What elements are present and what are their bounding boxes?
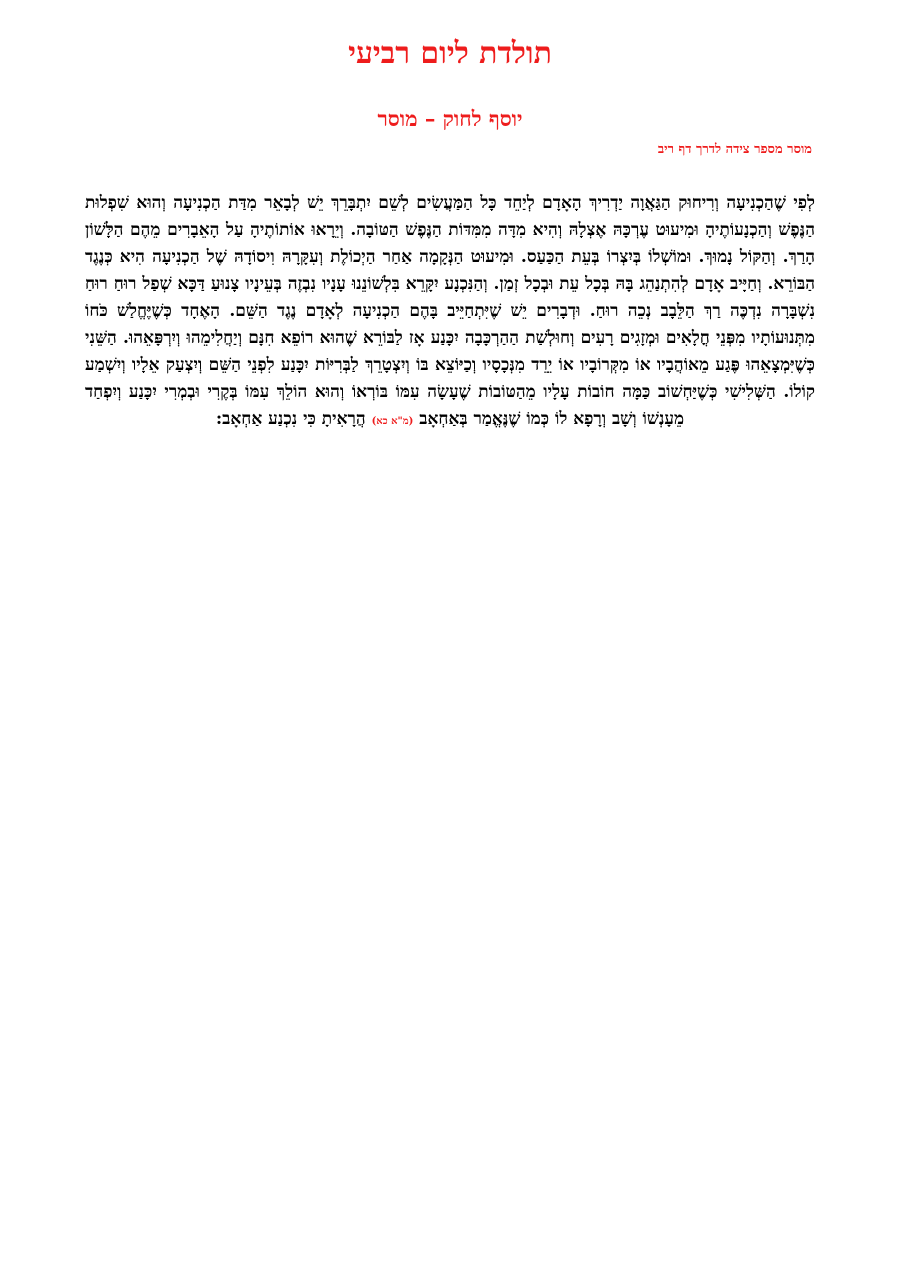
- body-paragraph: [85, 190, 815, 435]
- body-text-main: לְפִי שֶׁהַכְנִיעָה וְרִיחוּק הַגַּאֲוָה יַדְרִיךְ הָאָדָם לְיַחֵד כָּל הַמַּעֲשִׂים לְשֵׁם יִתְבָּרֵךְ יֵשׁ לְבָאֵר מִדַּת הַכְנִיעָה וְהוּא שִׁפְלוּת הַנֶּפֶשׁ וְהַכְנָעוֹתֶיהָ וּמִיעוּט עֶרְכָּהּ אֶצְלָהּ וְהִיא מִדָּה מִמִּדּוֹת הַנֶּפֶשׁ הַטּוֹבָה. וְיֵרָאוּ אוֹתוֹתֶיהָ עַל הָאֵבָרִים מֵהֶם הַלָּשׁוֹן הָרַךְ. וְהַקּוֹל נָמוּךְ. וּמוֹשְׁלוֹ בְּיִצְרוֹ בְּעֵת הַכַּעַס. וּמִיעוּט הַנְּקָמָה אַחַר הַיְכוֹלֶת וְעִקָּרָהּ וִיסוֹדָהּ שֶׁל הַכְנִיעָה הִיא כְּנֶגֶד הַבּוֹרֵא. וְחַיָּיב אָדָם לְהִתְנַהֵג בָּהּ בְּכָל עֵת וּבְכָל זְמַן. וְהַנִּכְנָע יִקָּרֵא בִּלְשׁוֹנֵנוּ עָנָיו נִבְזֶה בְּעֵינָיו צָנוּעַ דַּכָּא שְׁפַל רוּחַ רוּחַ נִשְׁבָּרָה נִדְכֶּה רַךְ הַלֵּבָב נְכֵה רוּחַ. וּדְבָרִים יֵשׁ שֶׁיִּתְחַיֵּיב בָּהֶם הַכְנִיעָה לְאָדָם נֶגֶד הַשֵּׁם. הָאֶחָד כְּשֶׁיֶּחֱלַשׁ כֹּחוֹ מִתְּנוּעוֹתָיו מִפְּנֵי חֳלָאִים וּמְזָגִים רָעִים וְחוּלְשַׁת הַהַרְכָּבָה יִכָּנַע אָז לַבּוֹרֵא שֶׁהוּא רוֹפֵא חִנָּם וְיַחֲלִימֵהוּ וְיִרְפָּאֵהוּ. הַשֵּׁנִי כְּשֶׁיִּמְצָאֵהוּ פֶּגַע מֵאוֹהֲבָיו אוֹ מִקְּרוֹבָיו אוֹ יֵרֵד מִנְּכָסָיו וְכַיּוֹצֵא בּוֹ וְיִצְטָרֵךְ לַבְּרִיּוֹת יִכָּנַע לִפְנֵי הַשֵּׁם וְיִצְעַק אֵלָיו וְיִשְׁמַע קוֹלוֹ. הַשְּׁלִישִׁי כְּשֶׁיַּחְשׁוֹב כַּמָּה חוֹבוֹת עָלָיו מֵהַטּוֹבוֹת שֶׁעָשָׂה עִמּוֹ בּוֹרְאוֹ וְהוּא הוֹלֵךְ עִמּוֹ בְּקֶרִי וּבְמְרִי יִכָּנַע וְיִפְחַד מֵעָנְשׁוֹ וְשָׁב וְרָפָא לוֹ כְּמוֹ שֶׁנֶּאֱמַר בְּאַחְאָב: [85, 193, 815, 429]
- page-title: תולדת ליום רביעי: [348, 36, 552, 71]
- source-reference: מוסר מספר צידה לדרך דף ריב: [657, 142, 812, 157]
- citation-reference: (מ"א כא): [371, 416, 414, 427]
- body-text-closing: הֲרָאִיתָ כִּי נִכְנַע אַחְאָב:: [215, 409, 366, 429]
- page-subtitle: יוסף לחוק – מוסר: [377, 106, 523, 131]
